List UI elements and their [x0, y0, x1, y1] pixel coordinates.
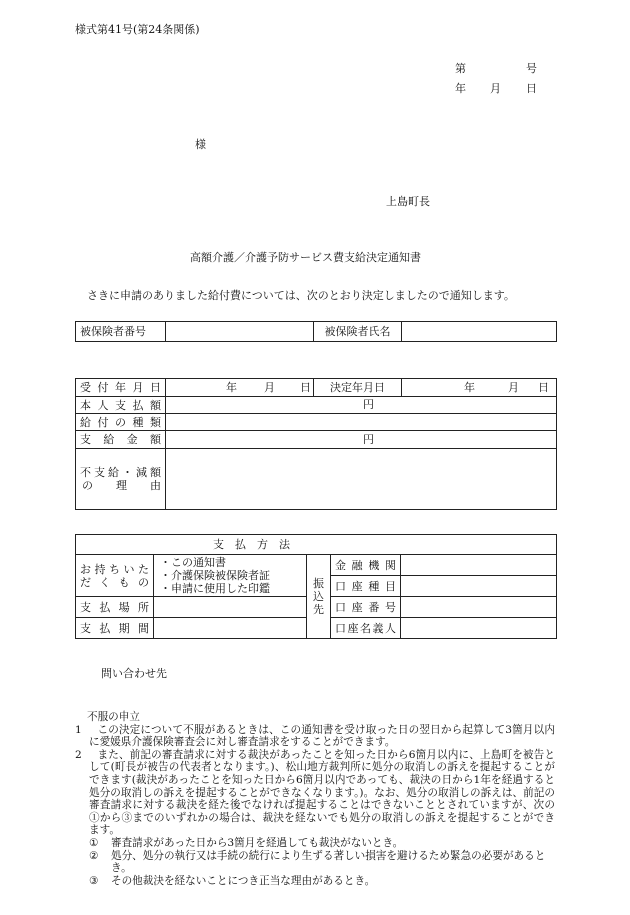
insured-name-value[interactable] [402, 322, 557, 342]
page-title: 高額介護／介護予防サービス費支給決定通知書 [190, 251, 421, 264]
payment-header-text: 支 払 方 法 [213, 538, 290, 551]
account-holder-label: 口座名義人 [331, 618, 401, 639]
payment-amount-value[interactable] [166, 431, 557, 449]
appeal-sub-item: ③ その他裁決を経ないことにつき正当な理由があるとき。 [89, 874, 376, 887]
bring-label [76, 555, 154, 597]
insured-number-value[interactable] [166, 322, 314, 342]
appeal-heading: 不服の申立 [87, 711, 140, 723]
appeal-item-num: 2 [75, 748, 82, 761]
account-type-label: 口座種目 [331, 576, 401, 597]
doc-number-go: 号 [526, 62, 537, 75]
self-pay-label: 本人支払額 [76, 397, 166, 414]
account-number-value[interactable] [401, 597, 557, 618]
bring-items [154, 555, 307, 597]
reason-label-line1: 不支給・減額 [80, 466, 161, 479]
received-year: 年 [226, 381, 237, 394]
period-label: 支払期間 [76, 618, 154, 639]
bring-label-line1: お持ちいた [80, 562, 149, 576]
decided-month: 月 [508, 381, 519, 394]
self-pay-unit: 円 [363, 398, 374, 411]
reason-label-line2: の理由 [82, 479, 161, 492]
payment-table [75, 534, 557, 639]
issuer: 上島町長 [386, 195, 430, 208]
received-date-value[interactable] [166, 379, 314, 397]
account-holder-value[interactable] [401, 618, 557, 639]
bank-label: 金融機関 [331, 555, 401, 576]
period-value[interactable] [154, 618, 307, 639]
place-label: 支払場所 [76, 597, 154, 618]
appeal-item-num: 1 [75, 723, 82, 736]
decision-table [75, 378, 557, 510]
bring-item: ・この通知書 [160, 556, 226, 569]
insured-table [75, 321, 557, 342]
doc-date-month: 月 [490, 82, 501, 95]
received-month: 月 [264, 381, 275, 394]
appeal-sub-item: ① 審査請求があった日から3箇月を経過しても裁決がないとき。 [89, 836, 404, 849]
intro-text: さきに申請のありました給付費については、次のとおり決定しましたので通知します。 [87, 289, 515, 302]
account-number-label: 口座番号 [331, 597, 401, 618]
doc-date-year: 年 [455, 82, 466, 95]
received-date-label: 受付年月日 [76, 379, 166, 397]
doc-number-dai: 第 [455, 62, 466, 75]
doc-date-day: 日 [526, 82, 537, 95]
insured-name-label: 被保険者氏名 [314, 322, 402, 342]
insured-number-label: 被保険者番号 [76, 322, 166, 342]
decided-date-label: 決定年月日 [314, 379, 402, 397]
decided-year: 年 [464, 381, 475, 394]
decided-date-value[interactable] [402, 379, 557, 397]
reason-value[interactable] [166, 449, 557, 510]
appeal-item-text: この決定について不服があるときは、この通知書を受け取った日の翌日から起算して3箇月以内に愛媛県介護保険審査会に対し審査請求をすることができます。 [89, 723, 555, 749]
appeal-item [75, 724, 555, 749]
appeal-item [75, 749, 555, 837]
payment-amount-label: 支給金額 [76, 431, 166, 449]
bring-item: ・申請に使用した印鑑 [160, 582, 270, 595]
bring-label-line2: だくもの [80, 575, 149, 589]
appeal-item-text: また、前記の審査請求に対する裁決があったことを知った日から6箇月以内に、上島町を被告として(町長が被告の代表者となります。)、松山地方裁判所に処分の取消しの訴えを提起することができます(裁決があったことを知った日から6箇月以内であっても、裁決の日から1年を経過すると処分の取消しの訴えを提起することができなくなります。)。なお、処分の取消しの訴えは、前記の審査請求に対する裁決を経た後でなければ提起することはできないこととされていますが、次の①から③までのいずれかの場合は、裁決を経ないでも処分の取消しの訴えを提起することができます。 [89, 748, 555, 837]
transfer-label: 振 込 先 [307, 555, 331, 639]
received-day: 日 [300, 381, 311, 394]
bring-item: ・介護保険被保険者証 [160, 569, 270, 582]
appeal-sub-item: ② 処分、処分の執行又は手続の続行により生ずる著しい損害を避けるため緊急の必要があるとき。 [89, 849, 546, 875]
reason-label [76, 449, 166, 510]
payment-amount-unit: 円 [363, 433, 374, 446]
place-value[interactable] [154, 597, 307, 618]
appeal-notes [75, 711, 555, 887]
bank-value[interactable] [401, 555, 557, 576]
benefit-type-value[interactable] [166, 414, 557, 431]
self-pay-value[interactable] [166, 397, 557, 414]
form-number: 様式第41号(第24条関係) [75, 23, 200, 36]
decided-day: 日 [538, 381, 549, 394]
account-type-value[interactable] [401, 576, 557, 597]
payment-header [76, 535, 557, 555]
inquiry-label: 問い合わせ先 [101, 667, 167, 680]
addressee-suffix: 様 [195, 138, 206, 151]
benefit-type-label: 給付の種類 [76, 414, 166, 431]
